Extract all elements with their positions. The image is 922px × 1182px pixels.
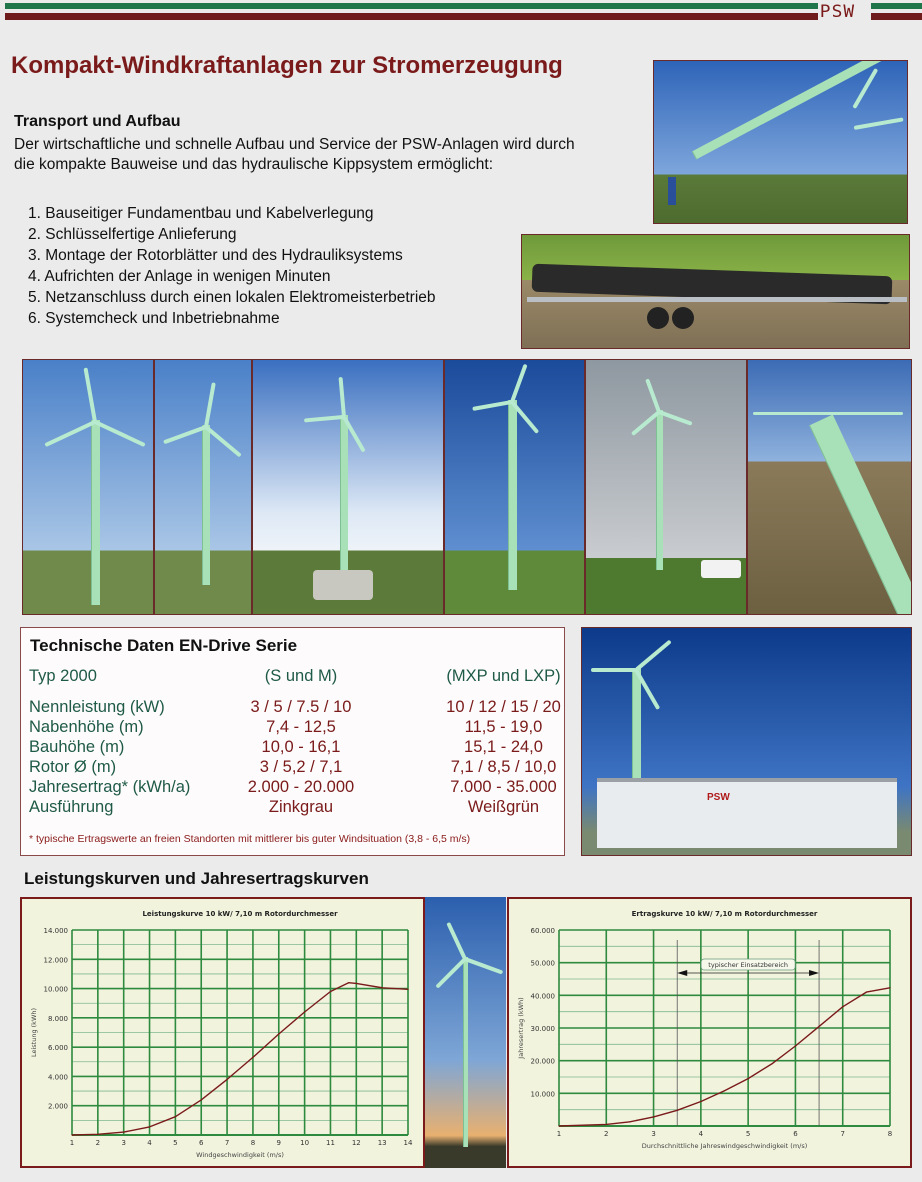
data-point: [201, 1099, 202, 1100]
list-item: 5. Netzanschluss durch einen lokalen Elektromeisterbetrieb: [28, 289, 436, 306]
yield-curve-chart: [507, 897, 912, 1168]
footnote: * typische Ertragswerte an freien Standorten mit mittlerer bis guter Windsituation (3,8 - 6,5 m/s): [29, 833, 471, 845]
x-tick-label: 10: [300, 1139, 310, 1147]
data-point: [700, 1101, 701, 1102]
psw-logo: PSW: [819, 2, 856, 22]
row-value: 11,5 - 19,0: [464, 718, 543, 736]
transport-text-line: die kompakte Bauweise und das hydraulische Kippsystem ermöglicht:: [14, 156, 494, 173]
photo-turbine-2: [154, 359, 252, 615]
chart-title: Ertragskurve 10 kW/ 7,10 m Rotordurchmesser: [631, 910, 818, 918]
photo-turbine-5: [585, 359, 747, 615]
data-line: [559, 988, 890, 1126]
y-tick-label: 14.000: [43, 927, 68, 935]
x-tick-label: 2: [604, 1130, 609, 1138]
tech-data-table: [20, 627, 565, 856]
photo-turbine-on-trailer: [521, 234, 910, 349]
list-item: 3. Montage der Rotorblätter und des Hydrauliksystems: [28, 247, 403, 264]
data-point: [149, 1126, 150, 1127]
data-point: [304, 1011, 305, 1012]
y-tick-label: 8.000: [47, 1014, 68, 1023]
data-point: [348, 982, 349, 983]
x-tick-label: 6: [198, 1139, 204, 1147]
y-axis-label: Jahresertrag (kWh): [517, 997, 525, 1059]
row-value: 7.000 - 35.000: [450, 778, 557, 796]
data-point: [866, 991, 867, 992]
data-point: [382, 987, 383, 988]
photo-turbine-6: [747, 359, 912, 615]
x-tick-label: 9: [276, 1139, 282, 1147]
row-value: Zinkgrau: [268, 798, 334, 816]
row-label: Nabenhöhe (m): [29, 718, 144, 736]
header-green-line: [5, 3, 818, 9]
data-point: [97, 1134, 98, 1135]
data-point: [748, 1078, 749, 1079]
data-point: [226, 1079, 227, 1080]
x-tick-label: 3: [651, 1130, 656, 1138]
header-red-line-right: [871, 13, 922, 20]
x-tick-label: 11: [326, 1139, 335, 1147]
data-point: [653, 1116, 654, 1117]
x-tick-label: 5: [173, 1139, 178, 1147]
arrow-right-icon: [809, 970, 819, 976]
arrow-left-icon: [677, 970, 687, 976]
row-label: Bauhöhe (m): [29, 738, 125, 756]
x-tick-label: 13: [377, 1139, 387, 1147]
photo-turbine-building: [581, 627, 912, 856]
photo-turbine-3: [252, 359, 444, 615]
photo-tilted-turbine: [653, 60, 908, 224]
data-point: [795, 1045, 796, 1046]
x-tick-label: 3: [121, 1139, 126, 1147]
row-value: 10 / 12 / 15 / 20: [446, 698, 561, 716]
x-tick-label: 12: [351, 1139, 361, 1147]
data-line: [72, 983, 408, 1135]
row-label: Jahresertrag* (kWh/a): [29, 778, 191, 796]
list-item: 1. Bauseitiger Fundamentbau und Kabelverlegung: [28, 205, 374, 222]
data-point: [71, 1134, 72, 1135]
page-title: Kompakt-Windkraftanlagen zur Stromerzeugung: [11, 52, 563, 79]
row-value: 10,0 - 16,1: [261, 738, 341, 756]
x-tick-label: 1: [556, 1130, 562, 1138]
data-point: [558, 1125, 559, 1126]
y-tick-label: 2.000: [47, 1102, 68, 1111]
transport-text-line: Der wirtschaftliche und schnelle Aufbau und Service der PSW-Anlagen wird durch: [14, 136, 575, 153]
tech-data-title: Technische Daten EN-Drive Serie: [30, 636, 298, 655]
yield-curve-svg: [509, 899, 910, 1166]
y-tick-label: 50.000: [530, 959, 555, 968]
data-point: [677, 1110, 678, 1111]
x-tick-label: 8: [250, 1139, 256, 1147]
annotation-label: typischer Einsatzbereich: [708, 961, 788, 969]
building-sign: PSW: [707, 792, 730, 803]
row-value: 3 / 5,2 / 7,1: [259, 758, 343, 776]
transport-heading: Transport und Aufbau: [14, 113, 181, 130]
x-axis-label: Durchschnittliche Jahreswindgeschwindigkeit (m/s): [641, 1142, 808, 1150]
y-tick-label: 60.000: [530, 927, 555, 935]
y-tick-label: 30.000: [530, 1025, 555, 1033]
row-label: Rotor Ø (m): [29, 758, 117, 776]
row-value: Weißgrün: [467, 798, 540, 816]
x-tick-label: 4: [698, 1130, 704, 1138]
data-point: [889, 987, 890, 988]
photo-turbine-sunset: [425, 897, 506, 1168]
x-tick-label: 6: [793, 1130, 798, 1138]
chart-title: Leistungskurve 10 kW/ 7,10 m Rotordurchmesser: [142, 910, 338, 918]
row-label: Nennleistung (kW): [29, 698, 165, 716]
data-point: [330, 991, 331, 992]
x-tick-label: 7: [840, 1130, 845, 1138]
y-tick-label: 10.000: [43, 985, 68, 994]
row-value: 3 / 5 / 7.5 / 10: [250, 698, 352, 716]
data-point: [278, 1033, 279, 1034]
data-point: [356, 983, 357, 984]
header-type: Typ 2000: [29, 667, 97, 685]
y-tick-label: 12.000: [43, 956, 68, 965]
y-tick-label: 4.000: [47, 1073, 68, 1082]
y-tick-label: 40.000: [530, 992, 555, 1001]
data-point: [407, 989, 408, 990]
row-label: Ausführung: [29, 798, 114, 816]
list-item: 6. Systemcheck und Inbetriebnahme: [28, 310, 280, 327]
row-value: 15,1 - 24,0: [464, 738, 543, 756]
data-point: [606, 1124, 607, 1125]
data-point: [771, 1063, 772, 1064]
transport-text: [14, 135, 654, 175]
y-axis-label: Leistung (kWh): [30, 1007, 38, 1058]
header-col-s-m: (S und M): [264, 667, 338, 685]
power-curve-chart: [20, 897, 425, 1168]
header-col-mxp-lxp: (MXP und LXP): [446, 667, 561, 685]
header-green-line-right: [871, 3, 922, 9]
steps-list: [28, 203, 436, 329]
y-tick-label: 10.000: [530, 1090, 555, 1099]
header-red-line: [5, 13, 818, 20]
row-value: 2.000 - 20.000: [247, 778, 355, 796]
data-point: [123, 1131, 124, 1132]
x-axis-label: Windgeschwindigkeit (m/s): [196, 1151, 284, 1159]
row-value: 7,1 / 8,5 / 10,0: [450, 758, 557, 776]
y-tick-label: 6.000: [47, 1044, 68, 1053]
data-point: [818, 1026, 819, 1027]
data-point: [175, 1116, 176, 1117]
data-point: [842, 1006, 843, 1007]
x-tick-label: 1: [69, 1139, 75, 1147]
photo-turbine-4: [444, 359, 585, 615]
row-value: 7,4 - 12,5: [266, 718, 336, 736]
x-tick-label: 7: [224, 1139, 230, 1147]
power-curve-svg: [22, 899, 423, 1166]
x-tick-label: 2: [95, 1139, 101, 1147]
list-item: 4. Aufrichten der Anlage in wenigen Minuten: [28, 268, 331, 285]
x-tick-label: 8: [887, 1130, 893, 1138]
x-tick-label: 4: [147, 1139, 152, 1147]
data-point: [724, 1090, 725, 1091]
curves-heading: Leistungskurven und Jahresertragskurven: [24, 869, 369, 888]
data-point: [252, 1057, 253, 1058]
list-item: 2. Schlüsselfertige Anlieferung: [28, 226, 237, 243]
x-tick-label: 14: [403, 1139, 413, 1147]
photo-turbine-1: [22, 359, 154, 615]
x-tick-label: 5: [745, 1130, 751, 1138]
y-tick-label: 20.000: [530, 1057, 555, 1066]
data-point: [629, 1121, 630, 1122]
